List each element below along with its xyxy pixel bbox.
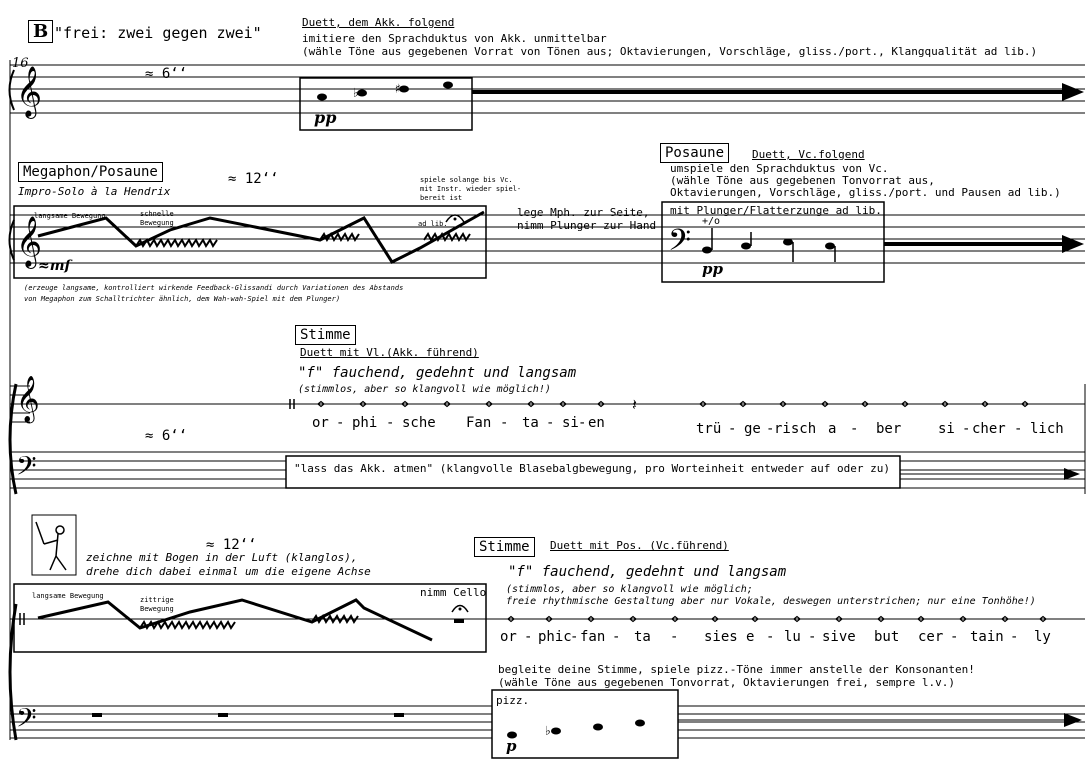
- system2-mid-instruction-2: nimm Plunger zur Hand: [517, 219, 657, 232]
- system3-instrument-label: Stimme: [295, 325, 356, 345]
- lyric-syllable: Fan: [466, 415, 492, 431]
- bass-clef-icon: 𝄢: [16, 702, 37, 740]
- lyric-hyphen: -: [728, 421, 737, 437]
- system2-dynamic: ≈mf: [38, 258, 71, 274]
- flat-icon: ♭: [352, 86, 360, 101]
- lyric-hyphen: -: [500, 415, 509, 431]
- system2-right-dynamic: pp: [702, 260, 723, 278]
- lyric-syllable: ly: [1034, 629, 1051, 645]
- system4-take-cello: nimm Cello: [420, 586, 487, 599]
- system2-footnote-1: (erzeuge langsame, kontrolliert wirkende Feedback-Glissandi durch Variationen des Abstands: [24, 284, 404, 292]
- system2-footnote-2: von Megaphon zum Schalltrichter ähnlich, dem Wah-wah-Spiel mit dem Plunger): [24, 295, 341, 303]
- lyric-syllable: cer: [918, 629, 944, 645]
- lyric-syllable: or: [500, 629, 517, 645]
- system4-air-instruction-1: zeichne mit Bogen in der Luft (klanglos),: [86, 551, 358, 564]
- system2-mid-instruction-1: lege Mph. zur Seite,: [517, 206, 650, 219]
- treble-clef-icon: 𝄞: [16, 216, 43, 267]
- treble-clef-icon: 𝄞: [16, 376, 40, 422]
- system4-slow-movement: langsame Bewegung: [32, 592, 104, 600]
- lyric-hyphen: -: [546, 415, 555, 431]
- lyric-syllable: but: [874, 629, 900, 645]
- system2-fast-movement-2: Bewegung: [140, 219, 174, 227]
- system4-trembling-2: Bewegung: [140, 605, 174, 613]
- rest-icon: 𝄽: [632, 395, 637, 414]
- system2-play-until-1: spiele solange bis Vc.: [420, 176, 513, 184]
- measure-number: 16: [12, 56, 29, 71]
- conductor-figure-icon: [36, 522, 66, 570]
- system1-duration: ≈ 6‘‘: [145, 66, 188, 82]
- system2-plunger-mark: +/o: [702, 216, 721, 227]
- system2-play-until-3: bereit ist: [420, 194, 463, 202]
- lyric-hyphen: -: [950, 629, 959, 645]
- system4-duration: ≈ 12‘‘: [206, 537, 257, 553]
- lyric-hyphen: -: [766, 629, 775, 645]
- system2-right-duet: Duett, Vc.folgend: [752, 148, 865, 161]
- system2-zigzag-1: [136, 240, 217, 246]
- system1-duet-label: Duett, dem Akk. folgend: [302, 16, 455, 29]
- system2-instrument-label: Megaphon/Posaune: [18, 162, 163, 182]
- treble-clef-icon: 𝄞: [16, 66, 43, 117]
- lyric-syllable: ta: [522, 415, 539, 431]
- system3-expression: "f" fauchend, gedehnt und langsam: [298, 365, 577, 381]
- lyric-syllable: ber: [876, 421, 902, 437]
- lyric-hyphen: -: [670, 629, 679, 645]
- bass-clef-icon: 𝄢: [668, 224, 692, 265]
- lyric-syllable: si: [938, 421, 955, 437]
- system2-trombone-notes: [702, 228, 835, 262]
- lyric-hyphen: -: [962, 421, 971, 437]
- system3-duet: Duett mit Vl.(Akk. führend): [300, 346, 479, 359]
- lyric-hyphen: -: [570, 629, 579, 645]
- system2-subtitle: Impro-Solo à la Hendrix: [18, 185, 171, 198]
- lyric-hyphen: -: [1014, 421, 1023, 437]
- lyric-syllable: phic: [538, 629, 572, 645]
- lyric-syllable: phi: [352, 415, 378, 431]
- system4-duet: Duett mit Pos. (Vc.führend): [550, 539, 729, 552]
- lyric-syllable: a: [828, 421, 837, 437]
- lyric-syllable: e: [746, 629, 755, 645]
- lyric-syllable: lu: [784, 629, 801, 645]
- lyric-syllable: fan: [580, 629, 606, 645]
- system2-right-instruction-1: umspiele den Sprachduktus von Vc.: [670, 162, 889, 175]
- system4-accompany-2: (wähle Töne aus gegebenen Tonvorrat, Oktavierungen frei, sempre l.v.): [498, 676, 955, 689]
- system4-air-instruction-2: drehe dich dabei einmal um die eigene Achse: [86, 565, 371, 578]
- system2-plunger-label: mit Plunger/Flatterzunge ad lib.: [670, 204, 882, 217]
- system4-expression: "f" fauchend, gedehnt und langsam: [508, 564, 787, 580]
- lyric-syllable: cher: [972, 421, 1006, 437]
- system2-right-instruction-2: (wähle Töne aus gegebenen Tonvorrat aus,: [670, 174, 935, 187]
- lyric-syllable: sche: [402, 415, 436, 431]
- lyric-syllable: sive: [822, 629, 856, 645]
- lyric-syllable: trü: [696, 421, 722, 437]
- system1-arrow-head: [1062, 83, 1084, 101]
- lyric-syllable: risch: [774, 421, 817, 437]
- lyric-syllable: or: [312, 415, 329, 431]
- system3-accordion-note: "lass das Akk. atmen" (klangvolle Blasebalgbewegung, pro Worteinheit entweder auf oder zu): [294, 462, 891, 475]
- system4-dynamic: p: [506, 737, 517, 755]
- lyric-hyphen: -: [808, 629, 817, 645]
- system2-duration: ≈ 12‘‘: [228, 171, 279, 187]
- section-title: "frei: zwei gegen zwei": [54, 24, 262, 42]
- system2-right-instrument-label: Posaune: [660, 143, 729, 163]
- system1-dynamic: pp: [314, 108, 337, 127]
- lyric-syllable: tain: [970, 629, 1004, 645]
- sharp-icon: ♯: [394, 82, 402, 97]
- system2-play-until-2: mit Instr. wieder spiel-: [420, 185, 522, 193]
- lyric-syllable: en: [588, 415, 605, 431]
- lyric-hyphen: -: [578, 415, 587, 431]
- lyric-syllable: lich: [1030, 421, 1064, 437]
- section-letter: B: [28, 20, 53, 43]
- system2-right-instruction-3: Oktavierungen, Vorschläge, gliss./port. und Pausen ad lib.): [670, 186, 1061, 199]
- lyric-hyphen: -: [386, 415, 395, 431]
- lyric-hyphen: -: [612, 629, 621, 645]
- system2-fast-movement-1: schnelle: [140, 210, 174, 218]
- system4-bow-line: [38, 600, 432, 640]
- lyric-hyphen: -: [1010, 629, 1019, 645]
- system4-expression-sub-2: freie rhythmische Gestaltung aber nur Vokale, deswegen unterstrichen; nur eine Tonhöhe!): [506, 596, 1036, 607]
- system4-arrow-head: [1064, 713, 1082, 727]
- lyric-hyphen: -: [336, 415, 345, 431]
- system1-instruction-1: imitiere den Sprachduktus von Akk. unmittelbar: [302, 32, 607, 45]
- lyric-hyphen: -: [766, 421, 775, 437]
- lyric-hyphen: -: [850, 421, 859, 437]
- system4-trembling-1: zittrige: [140, 596, 174, 604]
- system1-notes: [317, 82, 453, 101]
- system3-duration: ≈ 6‘‘: [145, 428, 188, 444]
- lyric-syllable: sies: [704, 629, 738, 645]
- system4-expression-sub-1: (stimmlos, aber so klangvoll wie möglich;: [506, 584, 753, 595]
- lyric-syllable: si: [562, 415, 579, 431]
- bass-clef-icon: 𝄢: [16, 450, 37, 488]
- rest-icon: [454, 619, 464, 623]
- system4-accompany-1: begleite deine Stimme, spiele pizz.-Töne immer anstelle der Konsonanten!: [498, 663, 975, 676]
- system2-arrow-head: [1062, 235, 1084, 253]
- lyric-syllable: ge: [744, 421, 761, 437]
- system1-instruction-2: (wähle Töne aus gegebenen Vorrat von Tönen aus; Oktavierungen, Vorschläge, gliss./port., Klangqualität ad lib.): [302, 45, 1038, 58]
- system4-instrument-label: Stimme: [474, 537, 535, 557]
- lyric-hyphen: -: [524, 629, 533, 645]
- conductor-figure-box: [32, 515, 76, 575]
- system3-expression-sub: (stimmlos, aber so klangvoll wie möglich!): [298, 384, 551, 395]
- flat-icon: ♭: [544, 724, 552, 739]
- system2-ad-lib: ad lib.: [418, 220, 448, 228]
- system4-pizz-label: pizz.: [496, 694, 530, 707]
- system2-slow-movement: langsame Bewegung: [34, 212, 106, 220]
- lyric-syllable: ta: [634, 629, 651, 645]
